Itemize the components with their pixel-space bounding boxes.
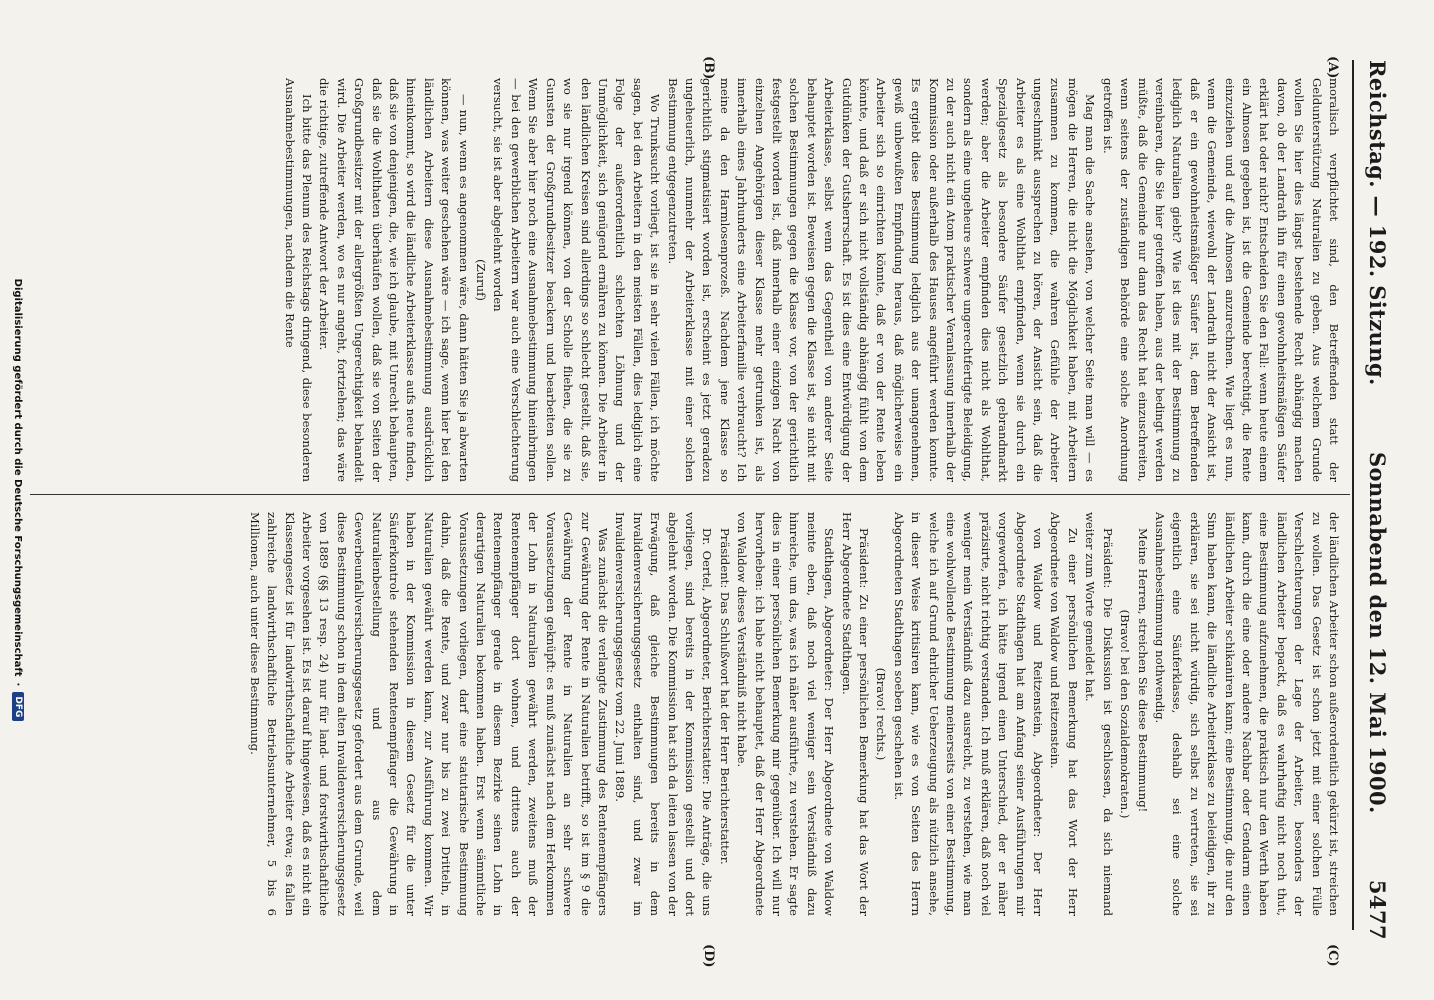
- paragraph: moralisch verpflichtet sind, den Betreffenden statt der Geldunterstützung Naturalien zu geben. Aus welchem Grunde wollen Sie hier dies längst bestehende Recht abhängig machen davon, ob der Landrath ihn für einen gewohnheitsmäßigen Säufer erklärt hat oder nicht? Entscheiden Sie den Fall: wenn heute einem ein Almosen gegeben ist, ist die Gemeinde berechtigt, die Rente einzuziehen und auf die Almosen anzurechnen. Wie liegt es nun, wenn die Gemeinde, wiewohl der Landrath nicht der Ansicht ist, daß er ein gewohnheitsmäßiger Säufer ist, dem Betreffenden lediglich Naturalien giebt? Wie ist dies mit der Bestimmung zu vereinbaren, die Sie hier getroffen haben, aus der bedingt werden müßte, daß die Gemeinde nur dann das Recht hat einzuschreiten, wenn seitens der zuständigen Behörde eine solche Anordnung getroffen ist.: [1100, 78, 1341, 482]
- left-column: [42, 78, 1342, 482]
- speaker-paragraph: Dr. Oertel, Abgeordneter, Berichterstatter: Die Anträge, die uns vorliegen, sind bereits in der Kommission gestellt und dort abgelehnt worden. Die Kommission hat sich da leiten lassen von der Erwägung, daß gleiche Bestimmungen bereits in dem Invalidenversicherungsgesetz enthalten sind, und zwar im Invalidenversicherungsgesetz vom 22. Juni 1889.: [613, 512, 715, 916]
- margin-marker-b: (B): [701, 56, 716, 80]
- speaker-paragraph: Präsident: Zu einer persönlichen Bemerkung hat das Wort der Herr Abgeordnete Stadthagen.: [839, 512, 872, 916]
- paragraph: Ich bitte das Plenum des Reichstags dringend, diese besonderen Ausnahmebestimmungen, nachdem die Rente: [282, 78, 315, 482]
- speaker-paragraph: Präsident: Die Diskussion ist geschlossen, da sich niemand weiter zum Worte gemeldet hat.: [1083, 512, 1115, 916]
- paragraph: Mag man die Sache ansehen, von welcher Seite man will — es mögen die Herren, die nicht die Möglichkeit haben, mit Arbeitern zusammen zu kommen, die wahren Gefühle der Arbeiter ungeschminkt aussprechen zu hören, der Ansicht sein, daß die Arbeiter es als eine Wohlthat empfinden, wenn sie durch ein Spezialgesetz als besondere Säufer gesetzlich gebrandmarkt werden; aber die Arbeiter empfinden dies nicht als Wohlthat, sondern als eine ungeheure schwere ungerechtfertigte Beleidigung, zu der auch nicht ein Atom praktischer Veranlassung innerhalb der Kommission oder außerhalb des Hauses angeführt werden konnte. Es ergiebt diese Bestimmung lediglich aus der unangenehmen, gewiß unbewußten Empfindung heraus, daß möglicherweise ein Arbeiter sich so einrichten könnte, daß er von der Rente leben könnte, und daß er sich nicht vollständig abhängig fühlt von dem Gutdünken der Gutsherrschaft. Es ist dies eine Entwürdigung der Arbeiterklasse, selbst wenn das Gegentheil von anderer Seite behauptet worden ist. Beweisen gegen die Klasse ist, sie nicht mit solchen Bestimmungen gegen die Klasse vor, von der gerichtlich festgestellt worden ist, daß innerhalb einer einzigen Nacht von einzelnen Angehörigen dieser Klasse mehr getrunken ist, als innerhalb eines Jahrhunderts eine Arbeiterfamilie verbraucht? Ich meine da den Harmlosenprozeß. Nachdem jene Klasse so gerichtlich stigmatisiert worden ist, erscheint es jetzt geradezu ungeheuerlich, nunmehr der Arbeiterklasse mit einer solchen Bestimmung entgegenzutreten.: [665, 78, 1098, 482]
- interjection: (Zuruf): [474, 259, 489, 301]
- paragraph: Wo Trunksucht vorliegt, ist sie in sehr vielen Fällen, ich möchte sagen, bei den Arbeitern in den meisten Fällen, dies lediglich eine Folge der außerordentlich schlechten Löhnung und der Unmöglichkeit, sich genügend ernähren zu können. Die Arbeiter in den ländlichen Kreisen sind allerdings so schlecht gestellt, daß sie, wo sie nur irgend können, von der Scholle fliehen, die sie zu Gunsten der Großgrundbesitzer beackern und bearbeiten sollen. Wenn Sie aber hier noch eine Ausnahmebestimmung hineinbringen — bei den gewerblichen Arbeitern war auch eine Verschlechterung versucht, sie ist aber abgelehnt worden: [491, 78, 663, 482]
- digitization-credit: Digitalisierung gefördert durch die Deutsche Forschungsgemeinschaft · DFG: [7, 0, 29, 1000]
- interjection: (Bravo! rechts.): [874, 667, 889, 761]
- paragraph: der ländlichen Arbeiter schon außerordentlich gekürzt ist, streichen zu wollen. Das Gesetz ist schon jetzt mit einer solchen Fülle Verschlechterungen der Lage der Arbeiter, besonders der ländlichen Arbeiter bepackt, daß es wahrhaftig nicht noch thut, eine Bestimmung aufzunehmen, die praktisch nur den Werth haben kann, durch die eine oder andere Nachbar oder Gendarm einen ländlichen Arbeiter schikaniren kann; eine Bestimmung, die nur den Sinn haben kann, die ländliche Arbeiterklasse zu beleidigen, ihr zu erklären, sie sei nicht würdig, sich selbst zu vertreten, sie sei eigentlich eine Säuferklasse, deshalb sei eine solche Ausnahmebestimmung nothwendig.: [1152, 512, 1341, 916]
- margin-marker-a: (A): [1325, 56, 1340, 79]
- page-header: [1364, 60, 1392, 940]
- paragraph: — nun, wenn es angenommen wäre, dann hätten Sie ja abwarten können, was weiter geschehen wäre — ich sage, wenn hier bei den ländlichen Arbeitern diese Ausnahmebestimmung ausdrücklich hineinkommt, so wird die ländliche Arbeiterklasse aufs neue finden, daß sie von denjenigen, die, wie ich glaube, mit Unrecht behaupten, daß sie die Wohlthaten überhäufen wollen, daß sie von Seiten der Großgrundbesitzer mit der allergrößten Ungerechtigkeit behandelt wird. Die Arbeiter werden, wo es nur angeht, fortziehen; das wäre die richtige, zutreffende Antwort der Arbeiter.: [317, 78, 471, 482]
- speaker-paragraph: Stadthagen, Abgeordneter: Der Herr Abgeordnete von Waldow meinte eben, daß noch viel weniger sein Verständniß dazu hinreiche, um das, was ich näher ausführte, zu verstehen. Er sagte dies in einer persönlichen Bemerkung mir gegenüber. Ich will nur hervorheben: ich habe nicht behauptet, daß der Herr Abgeordnete von Waldow dieses Verständniß nicht habe.: [735, 512, 837, 916]
- page-number: 5477: [1365, 879, 1391, 940]
- dfg-logo: DFG: [12, 692, 24, 721]
- margin-marker-c: (C): [1325, 944, 1340, 967]
- header-right: Sonnabend den 12. Mai 1900.: [1365, 451, 1391, 814]
- column-divider: [30, 494, 1350, 495]
- paragraph: Zu einer persönlichen Bemerkung hat das Wort der Herr Abgeordnete von Waldow und Reitzenstein.: [1048, 512, 1080, 916]
- speaker-paragraph: von Waldow und Reitzenstein, Abgeordneter: Der Herr Abgeordnete Stadthagen hat am Anfang seiner Ausführungen mir vorgeworfen, ich hätte irgend einen Unterschied, der er näher präzisirte, nicht richtig verstanden. Ich muß erklären, daß noch viel weniger mein Verständniß dazu ausreicht, zu verstehen, wie man eine wohlwollende Bestimmung meinerseits von einer Bestimmung, welche ich auf Grund ehrlicher Ueberzeugung als nützlich ansehe, in dieser Weise kritisiren kann, wie es von Seiten des Herrn Abgeordneten Stadthagen soeben geschehen ist.: [891, 512, 1046, 916]
- right-column: [42, 512, 1342, 916]
- speaker-paragraph: Präsident: Das Schlußwort hat der Herr Berichterstatter.: [717, 528, 732, 865]
- header-left: Reichstag. — 192. Sitzung.: [1365, 60, 1391, 386]
- credit-text: Digitalisierung gefördert durch die Deutsche Forschungsgemeinschaft: [12, 278, 24, 677]
- interjection: (Bravo! bei den Sozialdemokraten.): [1118, 609, 1133, 819]
- header-rule: [1352, 60, 1354, 930]
- paragraph: Was zunächst die verlangte Zustimmung des Rentenempfängers zur Gewährung der Rente in Naturalien betrifft, so ist im § 9 die Gewährung der Rente in Naturalien an sehr schwere Voraussetzungen geknüpft: es muß zunächst nach dem Herkommen der Lohn in Naturalien gewährt werden, zweitens muß der Rentenempfänger dort wohnen, und drittens auch der Rentenempfänger gerade in diesem Bezirke seinen Lohn in derartigen Naturalien bekommen haben. Erst wenn sämmtliche Voraussetzungen vorliegen, darf eine statutarische Bestimmung dahin, daß die Rente, und zwar nur bis zu zwei Dritteln, in Naturalien gewährt werden kann, zur Ausführung kommen. Wir haben in der Kommission in diesem Gesetz für die unter Säuferkontrole stehenden Rentenempfänger die Gewährung in Naturalienbestellung und aus dem Gewerbeunfallversicherungsgesetz gefordert aus dem Grunde, weil diese Bestimmung schon in dem alten Invalidenversicherungsgesetz von 1889 (§§ 13 resp. 24) nur für land- und forstwirthschaftliche Arbeiter vorgesehen ist. Es ist darauf hingewiesen, daß es nicht ein Klassengesetz ist für landwirthschaftliche Arbeiter etwa; es fallen zahlreiche landwirthschaftliche Betriebsunternehmer, 5 bis 6 Millionen, auch unter diese Bestimmung.: [247, 512, 610, 916]
- margin-marker-d: (D): [701, 944, 716, 968]
- paragraph: Meine Herren, streichen Sie diese Bestimmung!: [1135, 528, 1150, 813]
